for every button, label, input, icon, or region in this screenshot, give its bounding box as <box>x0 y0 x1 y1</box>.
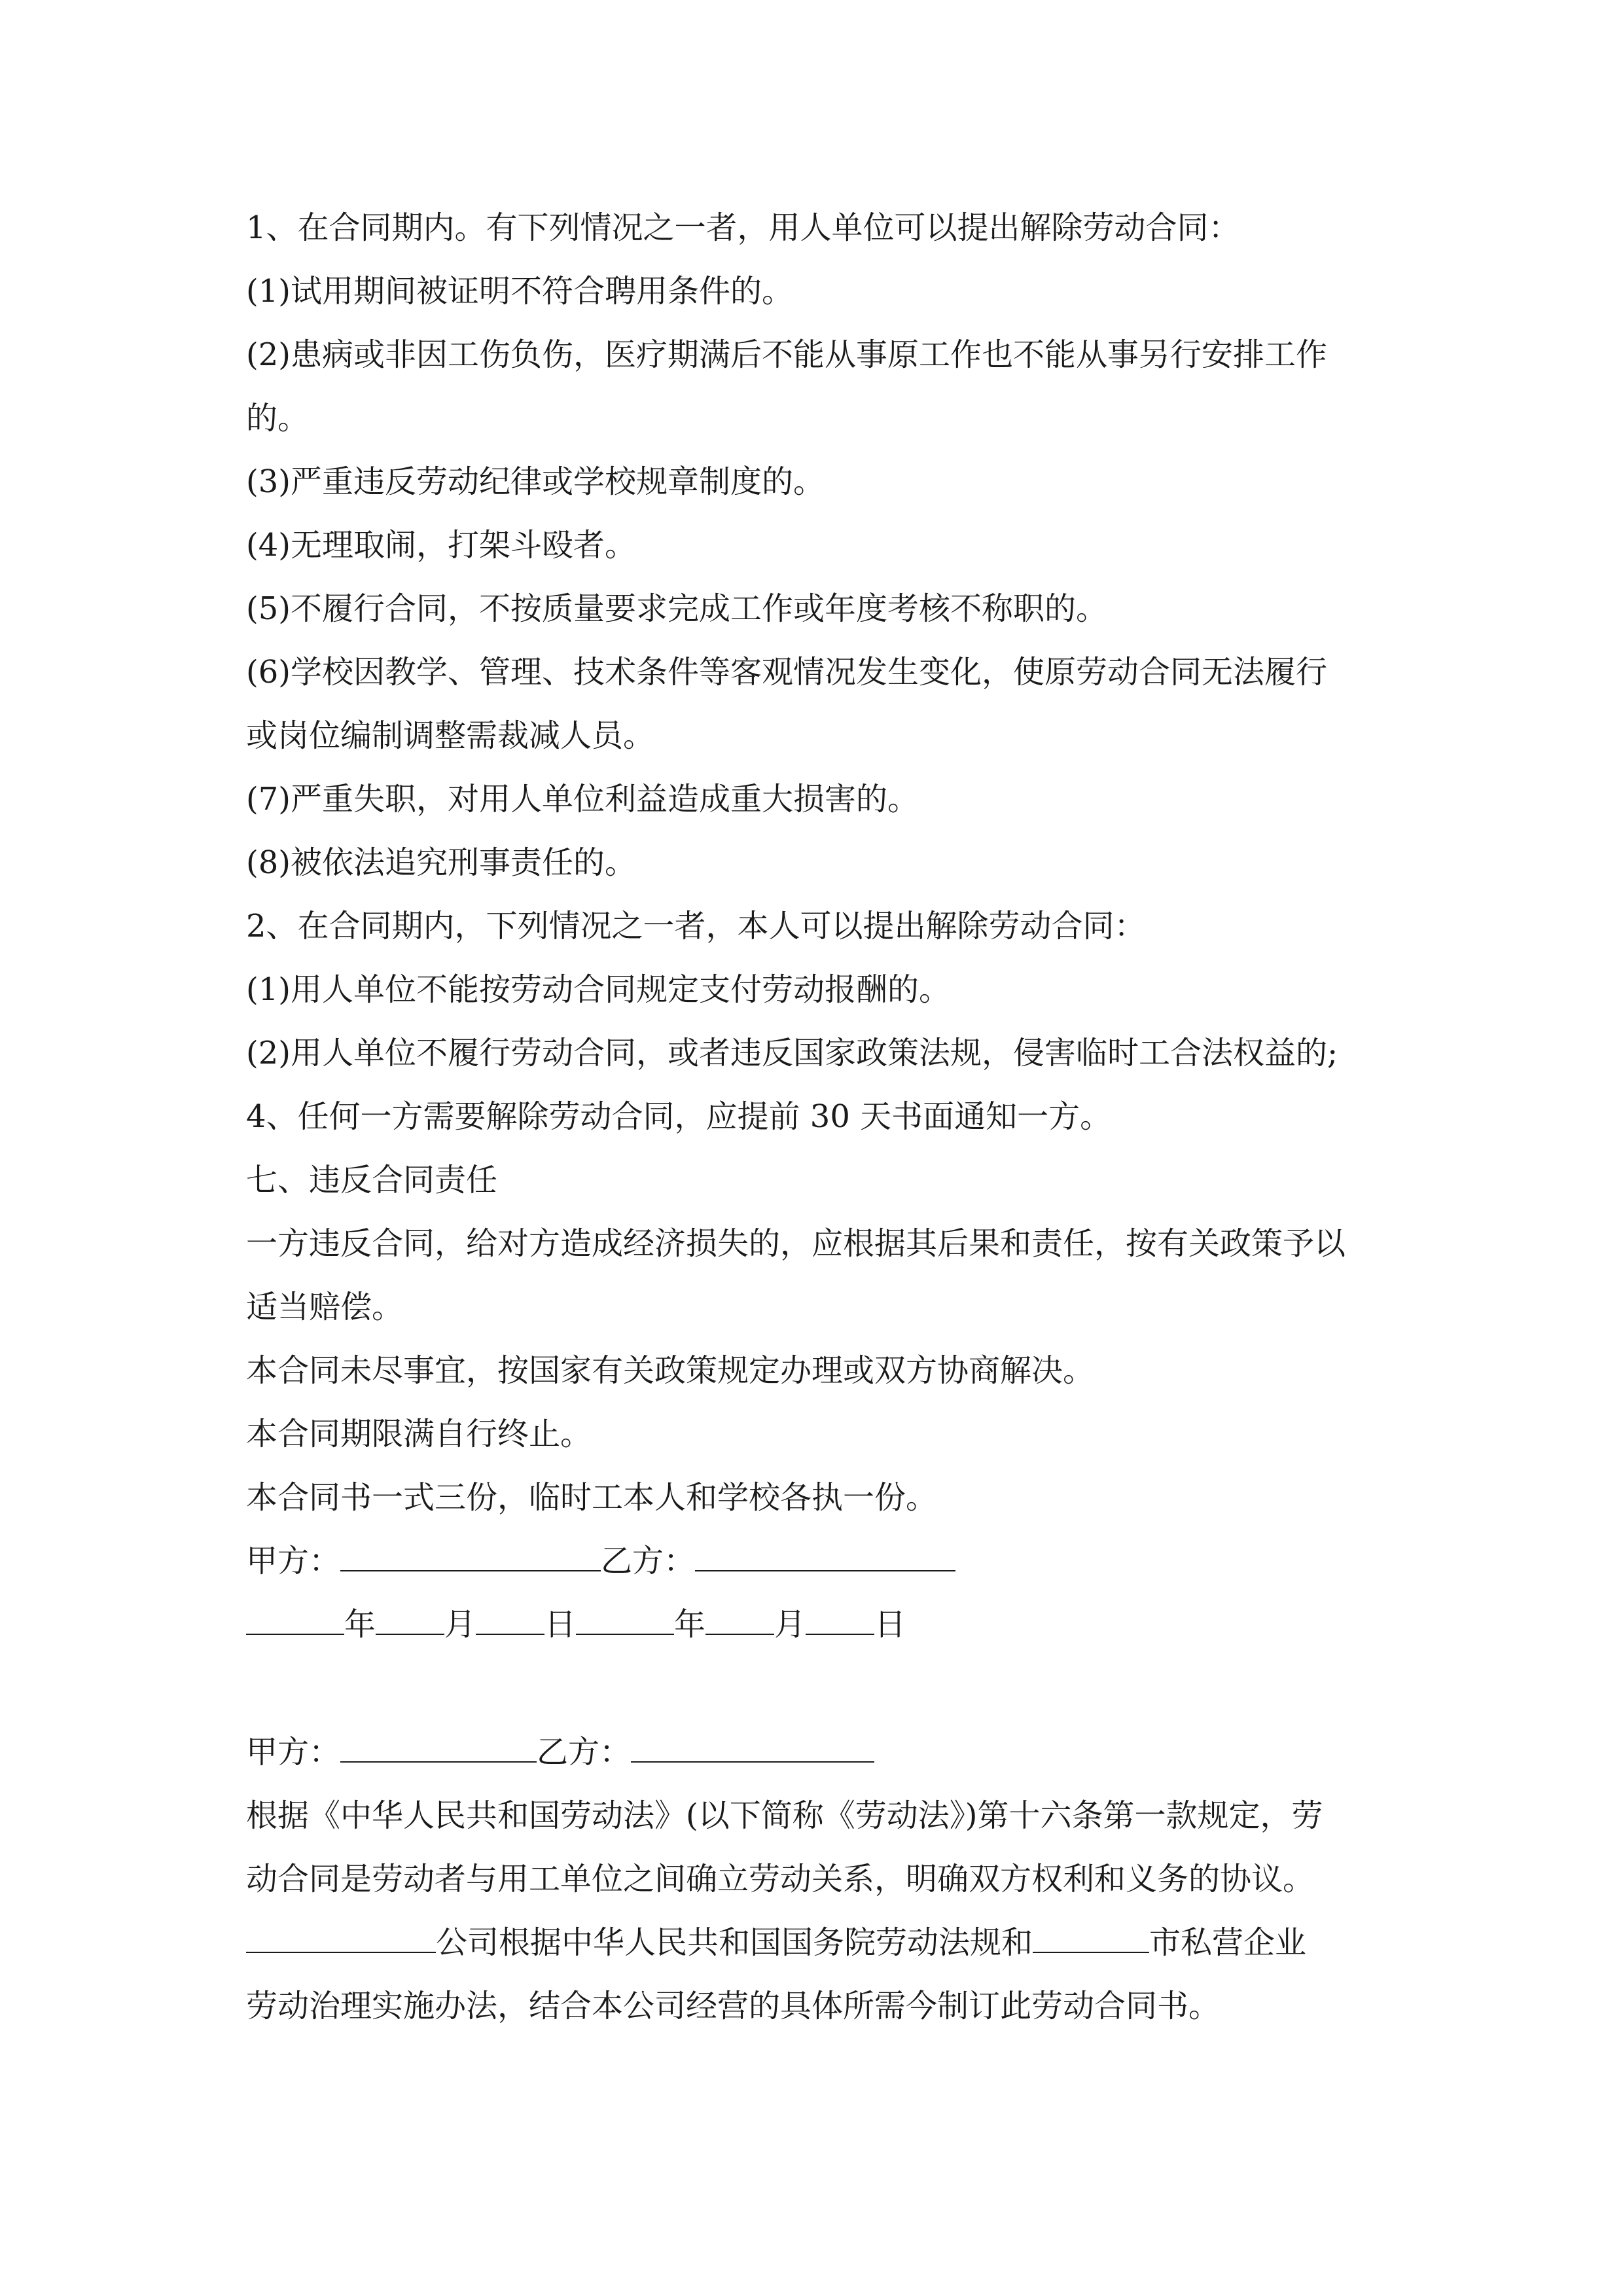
month-label-b: 月 <box>774 1606 806 1643</box>
clause-1-item-6-cont: 或岗位编制调整需裁减人员。 <box>246 717 655 754</box>
clause-1-item-3: (3)严重违反劳动纪律或学校规章制度的。 <box>246 463 825 500</box>
month-blank-a <box>376 1607 444 1635</box>
clause-1-item-2-cont: 的。 <box>246 400 310 437</box>
clause-2-item-1: (1)用人单位不能按劳动合同规定支付劳动报酬的。 <box>246 971 950 1008</box>
closing-line-1: 本合同未尽事宜，按国家有关政策规定办理或双方协商解决。 <box>246 1352 1095 1389</box>
second-party-a-label: 甲方： <box>246 1734 341 1770</box>
company-line <box>246 1911 1398 1975</box>
section-7-text: 一方违反合同，给对方造成经济损失的，应根据其后果和责任，按有关政策予以 <box>246 1225 1346 1262</box>
year-blank-b <box>576 1607 674 1635</box>
clause-1-item-2: (2)患病或非因工伤负伤，医疗期满后不能从事原工作也不能从事另行安排工作 <box>246 336 1327 373</box>
company-blank <box>246 1926 436 1953</box>
clause-4: 4、任何一方需要解除劳动合同，应提前 30 天书面通知一方。 <box>246 1098 1112 1135</box>
year-label-b: 年 <box>674 1606 706 1643</box>
intro-line-1: 根据《中华人民共和国劳动法》(以下简称《劳动法》)第十六条第一款规定，劳 <box>246 1797 1323 1834</box>
clause-2-item-2: (2)用人单位不履行劳动合同，或者违反国家政策法规，侵害临时工合法权益的; <box>246 1035 1338 1071</box>
section-7-heading: 七、违反合同责任 <box>246 1162 498 1198</box>
clause-1-heading: 1、在合同期内。有下列情况之一者，用人单位可以提出解除劳动合同： <box>246 209 1240 246</box>
party-b-blank <box>695 1544 955 1571</box>
month-blank-b <box>705 1607 774 1635</box>
party-a-label: 甲方： <box>246 1543 341 1579</box>
clause-1-item-4: (4)无理取闹，打架斗殴者。 <box>246 527 636 564</box>
clause-1-item-6: (6)学校因教学、管理、技术条件等客观情况发生变化，使原劳动合同无法履行 <box>246 654 1327 691</box>
day-label-a: 日 <box>544 1606 577 1643</box>
month-label-a: 月 <box>444 1606 476 1643</box>
clause-1-item-7: (7)严重失职，对用人单位利益造成重大损害的。 <box>246 781 919 817</box>
intro-line-2: 动合同是劳动者与用工单位之间确立劳动关系，明确双方权利和义务的协议。 <box>246 1861 1315 1897</box>
final-line: 劳动治理实施办法，结合本公司经营的具体所需今制订此劳动合同书。 <box>246 1988 1221 2024</box>
date-line <box>246 1593 1398 1657</box>
year-blank-a <box>246 1607 344 1635</box>
second-party-a-blank <box>340 1735 537 1763</box>
company-text: 公司根据中华人民共和国国务院劳动法规和 <box>436 1924 1033 1961</box>
day-label-b: 日 <box>874 1606 906 1643</box>
day-blank-b <box>806 1607 874 1635</box>
clause-1-item-5: (5)不履行合同，不按质量要求完成工作或年度考核不称职的。 <box>246 590 1107 627</box>
party-b-label: 乙方： <box>601 1543 696 1579</box>
city-blank <box>1033 1926 1149 1953</box>
second-party-b-blank <box>631 1735 874 1763</box>
clause-1-item-1: (1)试用期间被证明不符合聘用条件的。 <box>246 273 793 310</box>
closing-line-3: 本合同书一式三份，临时工本人和学校各执一份。 <box>246 1479 938 1516</box>
document-body <box>246 196 1398 2038</box>
clause-2-heading: 2、在合同期内，下列情况之一者，本人可以提出解除劳动合同： <box>246 908 1146 944</box>
blank-gap <box>246 1657 1398 1721</box>
year-label-a: 年 <box>344 1606 376 1643</box>
section-7-text-cont: 适当赔偿。 <box>246 1289 404 1325</box>
signature-line <box>246 1530 1398 1593</box>
second-party-b-label: 乙方： <box>537 1734 632 1770</box>
party-a-blank <box>340 1544 601 1571</box>
day-blank-a <box>476 1607 544 1635</box>
clause-1-item-8: (8)被依法追究刑事责任的。 <box>246 844 636 881</box>
city-text: 市私营企业 <box>1149 1924 1307 1961</box>
closing-line-2: 本合同期限满自行终止。 <box>246 1416 592 1452</box>
second-signature-line <box>246 1721 1398 1784</box>
